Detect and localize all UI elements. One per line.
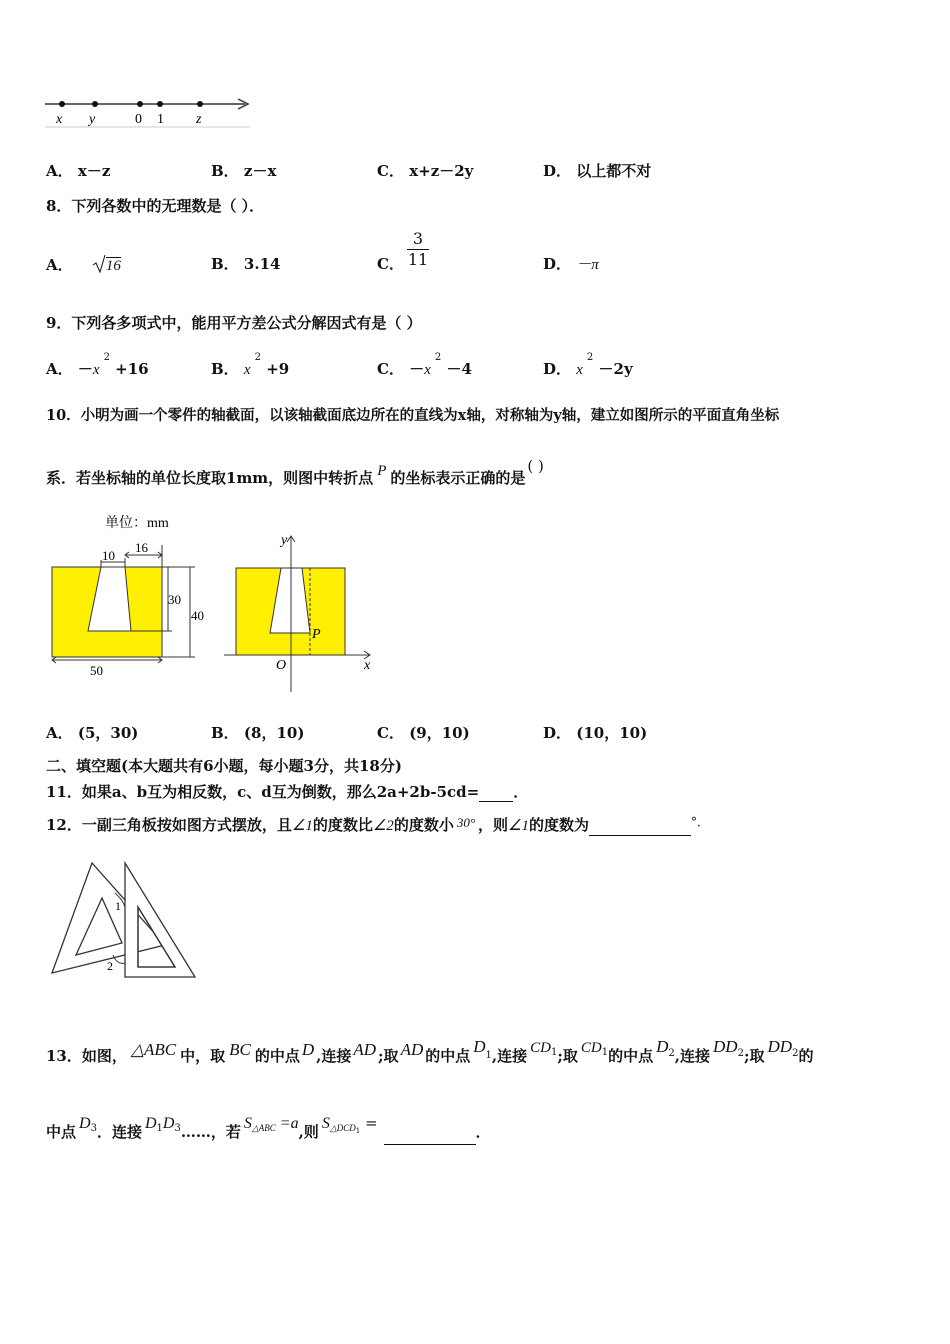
label-0: 0	[135, 112, 142, 127]
q12-triangle-figure	[45, 855, 205, 985]
point-z	[197, 101, 203, 107]
q7-option-b[interactable]: B． z－x	[211, 162, 277, 180]
q10-figure-part	[40, 510, 220, 685]
point-p-label: P	[312, 627, 321, 642]
point-y	[92, 101, 98, 107]
q10-stem-line1: 10．小明为画一个零件的轴截面，以该轴截面底边所在的直线为x轴，对称轴为y轴，建立如图所示的平面直角坐标	[46, 407, 780, 424]
q7-option-d[interactable]: D． 以上都不对	[543, 162, 652, 180]
q10-figure-coordinates	[220, 530, 390, 695]
q8-option-d[interactable]: D． －π	[543, 255, 599, 273]
q11-answer-blank[interactable]	[479, 801, 513, 802]
label-y: y	[89, 112, 96, 127]
section-heading: 二、填空题(本大题共有6小题，每小题3分，共18分)	[46, 757, 402, 775]
q12: 12．一副三角板按如图方式摆放，且∠1的度数比∠2的度数小 30° ，则∠1的度数为 °．	[46, 815, 710, 834]
q10-option-b[interactable]: B． (8，10)	[211, 724, 305, 742]
point-1	[157, 101, 163, 107]
q10-stem-line2: 系．若坐标轴的单位长度取1mm，则图中转折点 P 的坐标表示正确的是( )	[46, 457, 544, 487]
dim-40: 40	[191, 608, 204, 623]
q7-option-c[interactable]: C． x+z－2y	[377, 162, 474, 180]
angle-2-label: 2	[107, 959, 113, 973]
origin-label: O	[276, 658, 287, 673]
q9-option-b[interactable]: B． $x^2 +9$	[211, 352, 290, 378]
label-x: x	[56, 112, 63, 127]
q10-option-d[interactable]: D． (10，10)	[543, 724, 648, 742]
y-axis-label: y	[281, 533, 288, 548]
q8-option-a[interactable]: A． 16	[46, 256, 121, 274]
point-x	[59, 101, 65, 107]
dim-50: 50	[90, 663, 103, 678]
dim-16: 16	[135, 540, 148, 555]
dim-30: 30	[168, 592, 181, 607]
q8-radicand: 16	[105, 258, 121, 274]
q9-option-c[interactable]: C． $-x^2 -4$	[377, 352, 472, 378]
fraction-numerator: 3	[407, 229, 429, 250]
x-axis-label: x	[364, 658, 371, 673]
unit-label: 单位：mm	[105, 516, 169, 531]
angle-1-label: 1	[115, 899, 121, 913]
q8-fraction	[407, 229, 429, 270]
label-z: z	[196, 112, 202, 127]
q13-line1: 13．如图， △ABC 中，取 BC 的中点 D ,连接 AD ;取 AD 的中点 $D^1$,连接 $CD^1$;取 $CD^1$的中点 $D^2$,连接 $DD^2$;取 $DD^2$的	[46, 1037, 814, 1065]
q13-answer-blank[interactable]	[384, 1144, 476, 1145]
q10-option-c[interactable]: C． (9，10)	[377, 724, 470, 742]
q9-stem: 9．下列各多项式中，能用平方差公式分解因式有是（ ）	[46, 314, 422, 332]
q9-option-a[interactable]: A． $-x^2 +16$	[46, 352, 149, 378]
sqrt-sign-icon	[92, 254, 106, 274]
label-1: 1	[157, 112, 164, 127]
q8-option-b[interactable]: B． 3.14	[211, 255, 281, 273]
q7-option-a[interactable]: A． x－z	[46, 162, 111, 180]
q12-answer-blank[interactable]	[589, 835, 691, 836]
point-0	[137, 101, 143, 107]
q11: 11．如果a、b互为相反数，c、d互为倒数，那么2a+2b-5cd= ．	[46, 783, 529, 801]
q13-line2: 中点 $D^3$．连接 $D^1D^3\dots\dots$，若 $S^{\triangle ABC} =a$,则 $S^{\triangle DCD1}$ = ．	[46, 1122, 491, 1145]
q8-stem: 8．下列各数中的无理数是（ ）．	[46, 197, 265, 215]
fraction-denominator: 11	[407, 250, 429, 269]
q9-option-d[interactable]: D． $x^2 -2y$	[543, 352, 633, 378]
dim-10: 10	[102, 548, 115, 563]
q10-option-a[interactable]: A． (5，30)	[46, 724, 139, 742]
q8-option-c[interactable]: C．	[377, 255, 404, 273]
number-line	[40, 92, 260, 132]
